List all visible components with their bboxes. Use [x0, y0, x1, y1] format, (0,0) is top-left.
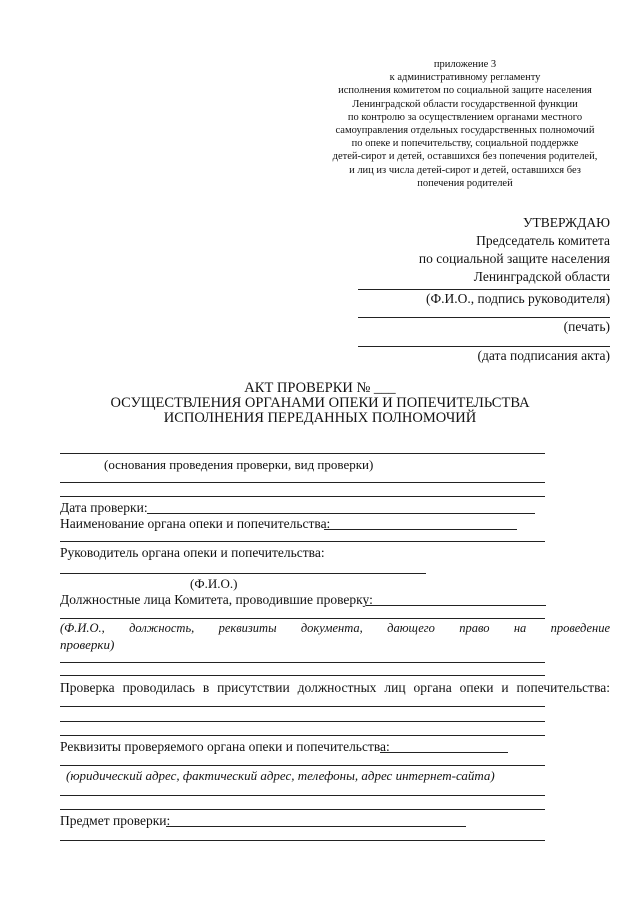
act-title-line2: ОСУЩЕСТВЛЕНИЯ ОРГАНАМИ ОПЕКИ И ПОПЕЧИТЕЛЬСТВА — [110, 395, 530, 411]
signature-caption: (Ф.И.О., подпись руководителя) — [426, 291, 610, 306]
fio-caption: (Ф.И.О.) — [190, 576, 238, 591]
officials-caption-line2: проверки) — [60, 637, 115, 652]
appendix-line: приложение 3 — [433, 59, 497, 70]
requisites-label: Реквизиты проверяемого органа опеки и попечительства: — [60, 739, 390, 754]
appendix-line: к административному регламенту — [389, 72, 541, 84]
officials-field[interactable] — [366, 605, 546, 606]
presence-field-line[interactable] — [60, 735, 545, 736]
check-date-label: Дата проверки: — [60, 500, 148, 515]
appendix-line: самоуправления отдельных государственных полномочий — [335, 125, 595, 137]
subject-label: Предмет проверки: — [60, 813, 171, 828]
date-signed-line[interactable] — [358, 346, 610, 347]
approval-line: по социальной защите населения — [418, 251, 610, 266]
officials-label: Должностные лица Комитета, проводившие проверку: — [60, 592, 373, 607]
officials-field-line[interactable] — [60, 618, 545, 619]
basis-field-line[interactable] — [60, 496, 545, 497]
subject-field[interactable] — [166, 826, 466, 827]
seal-caption: (печать) — [563, 319, 610, 334]
approval-line: Ленинградской области — [473, 269, 610, 284]
officials-field-line[interactable] — [60, 662, 545, 663]
appendix-line: по опеке и попечительству, социальной поддержке — [351, 138, 579, 150]
basis-caption: (основания проведения проверки, вид проверки) — [104, 457, 374, 472]
check-date-field[interactable] — [147, 513, 535, 514]
head-fio-field[interactable] — [60, 573, 426, 574]
basis-field-line[interactable] — [60, 482, 545, 483]
approval-block — [419, 214, 610, 286]
authority-name-field[interactable] — [324, 529, 517, 530]
requisites-field-line[interactable] — [60, 809, 545, 810]
seal-line[interactable] — [358, 317, 610, 318]
officials-field-line[interactable] — [60, 675, 545, 676]
presence-field-line[interactable] — [60, 706, 545, 707]
requisites-field-line[interactable] — [60, 765, 545, 766]
appendix-line: и лиц из числа детей-сирот и детей, оставшихся без — [349, 164, 581, 176]
presence-label: Проверка проводилась в присутствии должностных лиц органа опеки и попечительства: — [60, 680, 611, 695]
presence-field-line[interactable] — [60, 721, 545, 722]
basis-field-line[interactable] — [60, 453, 545, 454]
requisites-field[interactable] — [380, 752, 508, 753]
date-signed-caption: (дата подписания акта) — [477, 348, 610, 363]
authority-name-field-line[interactable] — [60, 541, 545, 542]
officials-caption: (Ф.И.О., должность, реквизиты документа, дающего право на проведение — [60, 621, 611, 635]
authority-name-label: Наименование органа опеки и попечительства: — [60, 516, 331, 531]
requisites-field-line[interactable] — [60, 795, 545, 796]
approval-heading: УТВЕРЖДАЮ — [522, 215, 610, 230]
act-title-line3: ИСПОЛНЕНИЯ ПЕРЕДАННЫХ ПОЛНОМОЧИЙ — [163, 410, 477, 426]
appendix-line: Ленинградской области государственной функции — [352, 98, 578, 110]
act-title: АКТ ПРОВЕРКИ № ___ — [244, 380, 396, 396]
head-label: Руководитель органа опеки и попечительства: — [60, 545, 325, 560]
appendix-header — [300, 58, 630, 190]
approval-line: Председатель комитета — [476, 233, 610, 248]
address-caption: (юридический адрес, фактический адрес, телефоны, адрес интернет-сайта) — [66, 768, 495, 783]
signature-line[interactable] — [358, 289, 610, 290]
subject-field-line[interactable] — [60, 840, 545, 841]
appendix-line: детей-сирот и детей, оставшихся без попечения родителей, — [332, 151, 598, 163]
appendix-line: попечения родителей — [417, 177, 513, 189]
appendix-line: исполнения комитетом по социальной защите населения — [338, 85, 592, 97]
appendix-line: по контролю за осуществлением органами местного — [347, 111, 583, 123]
